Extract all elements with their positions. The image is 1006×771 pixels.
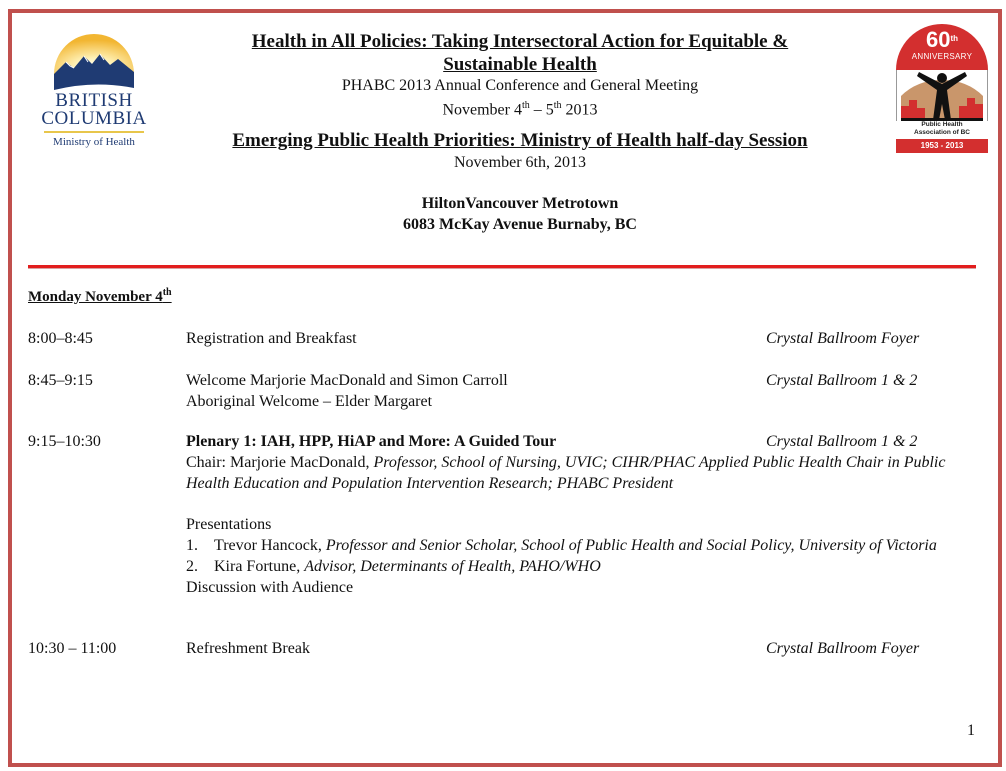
venue bbox=[170, 193, 870, 235]
conference-title-line2: Sustainable Health bbox=[443, 54, 597, 75]
anniversary-number: 60 bbox=[925, 27, 951, 52]
anniversary-suffix: th bbox=[950, 34, 959, 43]
conference-title-line1: Health in All Policies: Taking Intersectoral Action for Equitable & bbox=[251, 31, 789, 52]
bc-ministry-name: Ministry of Health bbox=[53, 136, 135, 148]
page-number: 1 bbox=[967, 722, 975, 739]
session-title: Refreshment Break bbox=[186, 640, 310, 657]
phabc-anniversary-logo bbox=[896, 24, 988, 154]
bc-sun-mountains-icon bbox=[52, 32, 136, 92]
phabc-org-name: Public Health Association of BC bbox=[896, 121, 988, 137]
phabc-years: 1953 - 2013 bbox=[896, 139, 988, 153]
venue-address: 6083 McKay Avenue Burnaby, BC bbox=[403, 216, 637, 234]
session-time: 9:15–10:30 bbox=[28, 433, 101, 450]
session-chair: Chair: Marjorie MacDonald, Professor, School of Nursing, UVIC; CIHR/PHAC Applied Public Health Chair in Public Health Education and Population Intervention Research; PHABC President bbox=[186, 454, 946, 492]
session-title: Emerging Public Health Priorities: Ministry of Health half-day Session bbox=[232, 130, 808, 152]
session-location: Crystal Ballroom 1 & 2 bbox=[766, 372, 918, 389]
presentation-item: 1. Trevor Hancock, Professor and Senior Scholar, School of Public Health and Social Policy, University of Victoria bbox=[186, 537, 937, 554]
session-title: Welcome Marjorie MacDonald and Simon Carroll bbox=[186, 372, 508, 389]
session-location: Crystal Ballroom Foyer bbox=[766, 640, 920, 657]
session-title: Registration and Breakfast bbox=[186, 330, 357, 347]
conference-dates: November 4th – 5th 2013 bbox=[442, 100, 598, 119]
anniversary-label: ANNIVERSARY bbox=[911, 52, 973, 61]
discussion-label: Discussion with Audience bbox=[186, 579, 354, 596]
bc-divider bbox=[44, 131, 144, 133]
conference-name: PHABC 2013 Annual Conference and General Meeting bbox=[341, 77, 699, 94]
session-location: Crystal Ballroom Foyer bbox=[766, 330, 920, 347]
day-heading: Monday November 4th bbox=[28, 287, 172, 305]
document-header bbox=[170, 30, 870, 235]
bc-ministry-logo bbox=[36, 32, 152, 152]
presentation-item: 2. Kira Fortune, Advisor, Determinants of Health, PAHO/WHO bbox=[186, 558, 601, 575]
session-subtitle: Aboriginal Welcome – Elder Margaret bbox=[186, 393, 433, 410]
session-time: 8:00–8:45 bbox=[28, 330, 93, 347]
bc-name-line1: BRITISH bbox=[55, 90, 133, 111]
session-location: Crystal Ballroom 1 & 2 bbox=[766, 433, 918, 450]
phabc-figure-icon bbox=[896, 70, 988, 122]
phabc-logo-top bbox=[896, 24, 988, 70]
presentations-label: Presentations bbox=[186, 516, 272, 533]
session-title: Plenary 1: IAH, HPP, HiAP and More: A Guided Tour bbox=[186, 433, 557, 450]
venue-name: HiltonVancouver Metrotown bbox=[421, 195, 619, 213]
header-divider bbox=[28, 265, 976, 269]
session-date: November 6th, 2013 bbox=[454, 154, 586, 172]
bc-name-line2: COLUMBIA bbox=[41, 108, 147, 129]
session-time: 8:45–9:15 bbox=[28, 372, 93, 389]
session-time: 10:30 – 11:00 bbox=[28, 640, 117, 657]
